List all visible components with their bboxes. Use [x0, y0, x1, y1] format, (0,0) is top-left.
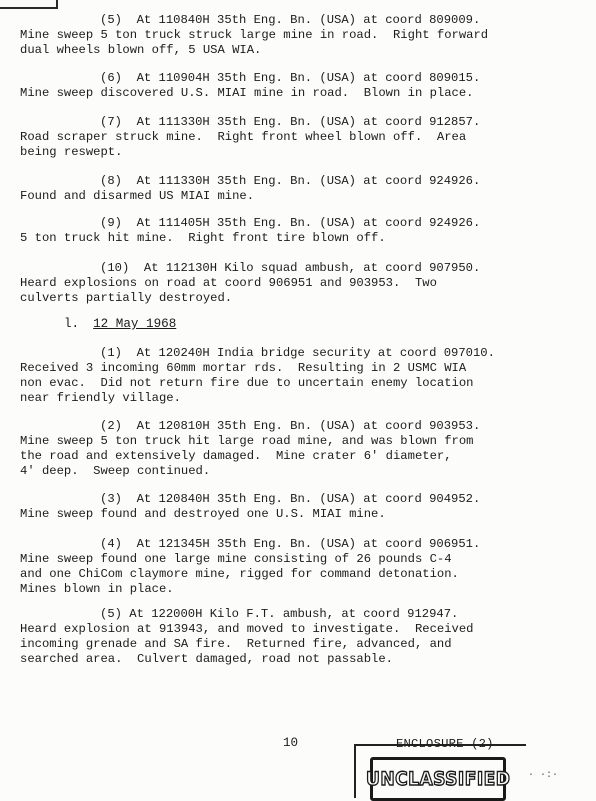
entry-3	[20, 492, 586, 522]
entry-9-top	[20, 216, 586, 246]
entry-8-top	[20, 174, 586, 204]
entry-line: Heard explosions on road at coord 906951 and 903953. Two	[20, 276, 437, 290]
entry-line: non evac. Did not return fire due to uncertain enemy location	[20, 376, 474, 390]
entry-line: Received 3 incoming 60mm mortar rds. Resulting in 2 USMC WIA	[20, 361, 467, 375]
entry-line: 5 ton truck hit mine. Right front tire blown off.	[20, 231, 386, 245]
entry-1	[20, 346, 586, 406]
section-date: 12 May 1968	[93, 317, 177, 331]
entry-5-top	[20, 13, 586, 58]
entry-line: 4' deep. Sweep continued.	[20, 464, 211, 478]
entry-heading: (5) At 110840H 35th Eng. Bn. (USA) at coord 809009.	[100, 13, 481, 27]
entry-7-top	[20, 115, 586, 160]
entry-line: Mines blown in place.	[20, 582, 174, 596]
entry-line: Heard explosion at 913943, and moved to investigate. Received	[20, 622, 474, 636]
corner-stamp-fragment	[0, 0, 58, 9]
entry-line: Found and disarmed US MIAI mine.	[20, 189, 255, 203]
entry-heading: (3) At 120840H 35th Eng. Bn. (USA) at coord 904952.	[100, 492, 481, 506]
enclosure-label: ENCLOSURE (2)	[396, 737, 494, 751]
entry-line: the road and extensively damaged. Mine crater 6' diameter,	[20, 449, 452, 463]
entry-heading: (10) At 112130H Kilo squad ambush, at coord 907950.	[100, 261, 481, 275]
entry-10-top	[20, 261, 586, 306]
entry-line: Mine sweep found and destroyed one U.S. MIAI mine.	[20, 507, 386, 521]
scan-specks: · ·:·	[528, 770, 559, 781]
entry-heading: (6) At 110904H 35th Eng. Bn. (USA) at coord 809015.	[100, 71, 481, 85]
entry-heading: (5) At 122000H Kilo F.T. ambush, at coord 912947.	[100, 607, 459, 621]
entry-heading: (9) At 111405H 35th Eng. Bn. (USA) at coord 924926.	[100, 216, 481, 230]
entry-heading: (7) At 111330H 35th Eng. Bn. (USA) at coord 912857.	[100, 115, 481, 129]
entry-line: Mine sweep discovered U.S. MIAI mine in road. Blown in place.	[20, 86, 474, 100]
entry-4	[20, 537, 586, 597]
entry-line: dual wheels blown off, 5 USA WIA.	[20, 43, 262, 57]
entry-line: Road scraper struck mine. Right front wheel blown off. Area	[20, 130, 467, 144]
entry-line: Mine sweep 5 ton truck struck large mine in road. Right forward	[20, 28, 489, 42]
classification-stamp-text: UNCLASSIFIED	[365, 768, 511, 790]
entry-line: searched area. Culvert damaged, road not passable.	[20, 652, 393, 666]
entry-6-top	[20, 71, 586, 101]
entry-line: Mine sweep 5 ton truck hit large road mine, and was blown from	[20, 434, 474, 448]
classification-stamp	[365, 757, 511, 801]
section-label: l.	[64, 317, 80, 331]
entry-heading: (8) At 111330H 35th Eng. Bn. (USA) at coord 924926.	[100, 174, 481, 188]
entry-line: being reswept.	[20, 145, 123, 159]
entry-line: near friendly village.	[20, 391, 181, 405]
entry-heading: (2) At 120810H 35th Eng. Bn. (USA) at coord 903953.	[100, 419, 481, 433]
section-heading	[64, 317, 176, 332]
entry-line: and one ChiCom claymore mine, rigged for command detonation.	[20, 567, 459, 581]
entry-line: incoming grenade and SA fire. Returned fire, advanced, and	[20, 637, 452, 651]
entry-line: Mine sweep found one large mine consisting of 26 pounds C-4	[20, 552, 452, 566]
entry-2	[20, 419, 586, 479]
entry-heading: (4) At 121345H 35th Eng. Bn. (USA) at coord 906951.	[100, 537, 481, 551]
entry-heading: (1) At 120240H India bridge security at coord 097010.	[100, 346, 495, 360]
page-number: 10	[283, 736, 299, 750]
entry-5	[20, 607, 586, 667]
entry-line: culverts partially destroyed.	[20, 291, 233, 305]
